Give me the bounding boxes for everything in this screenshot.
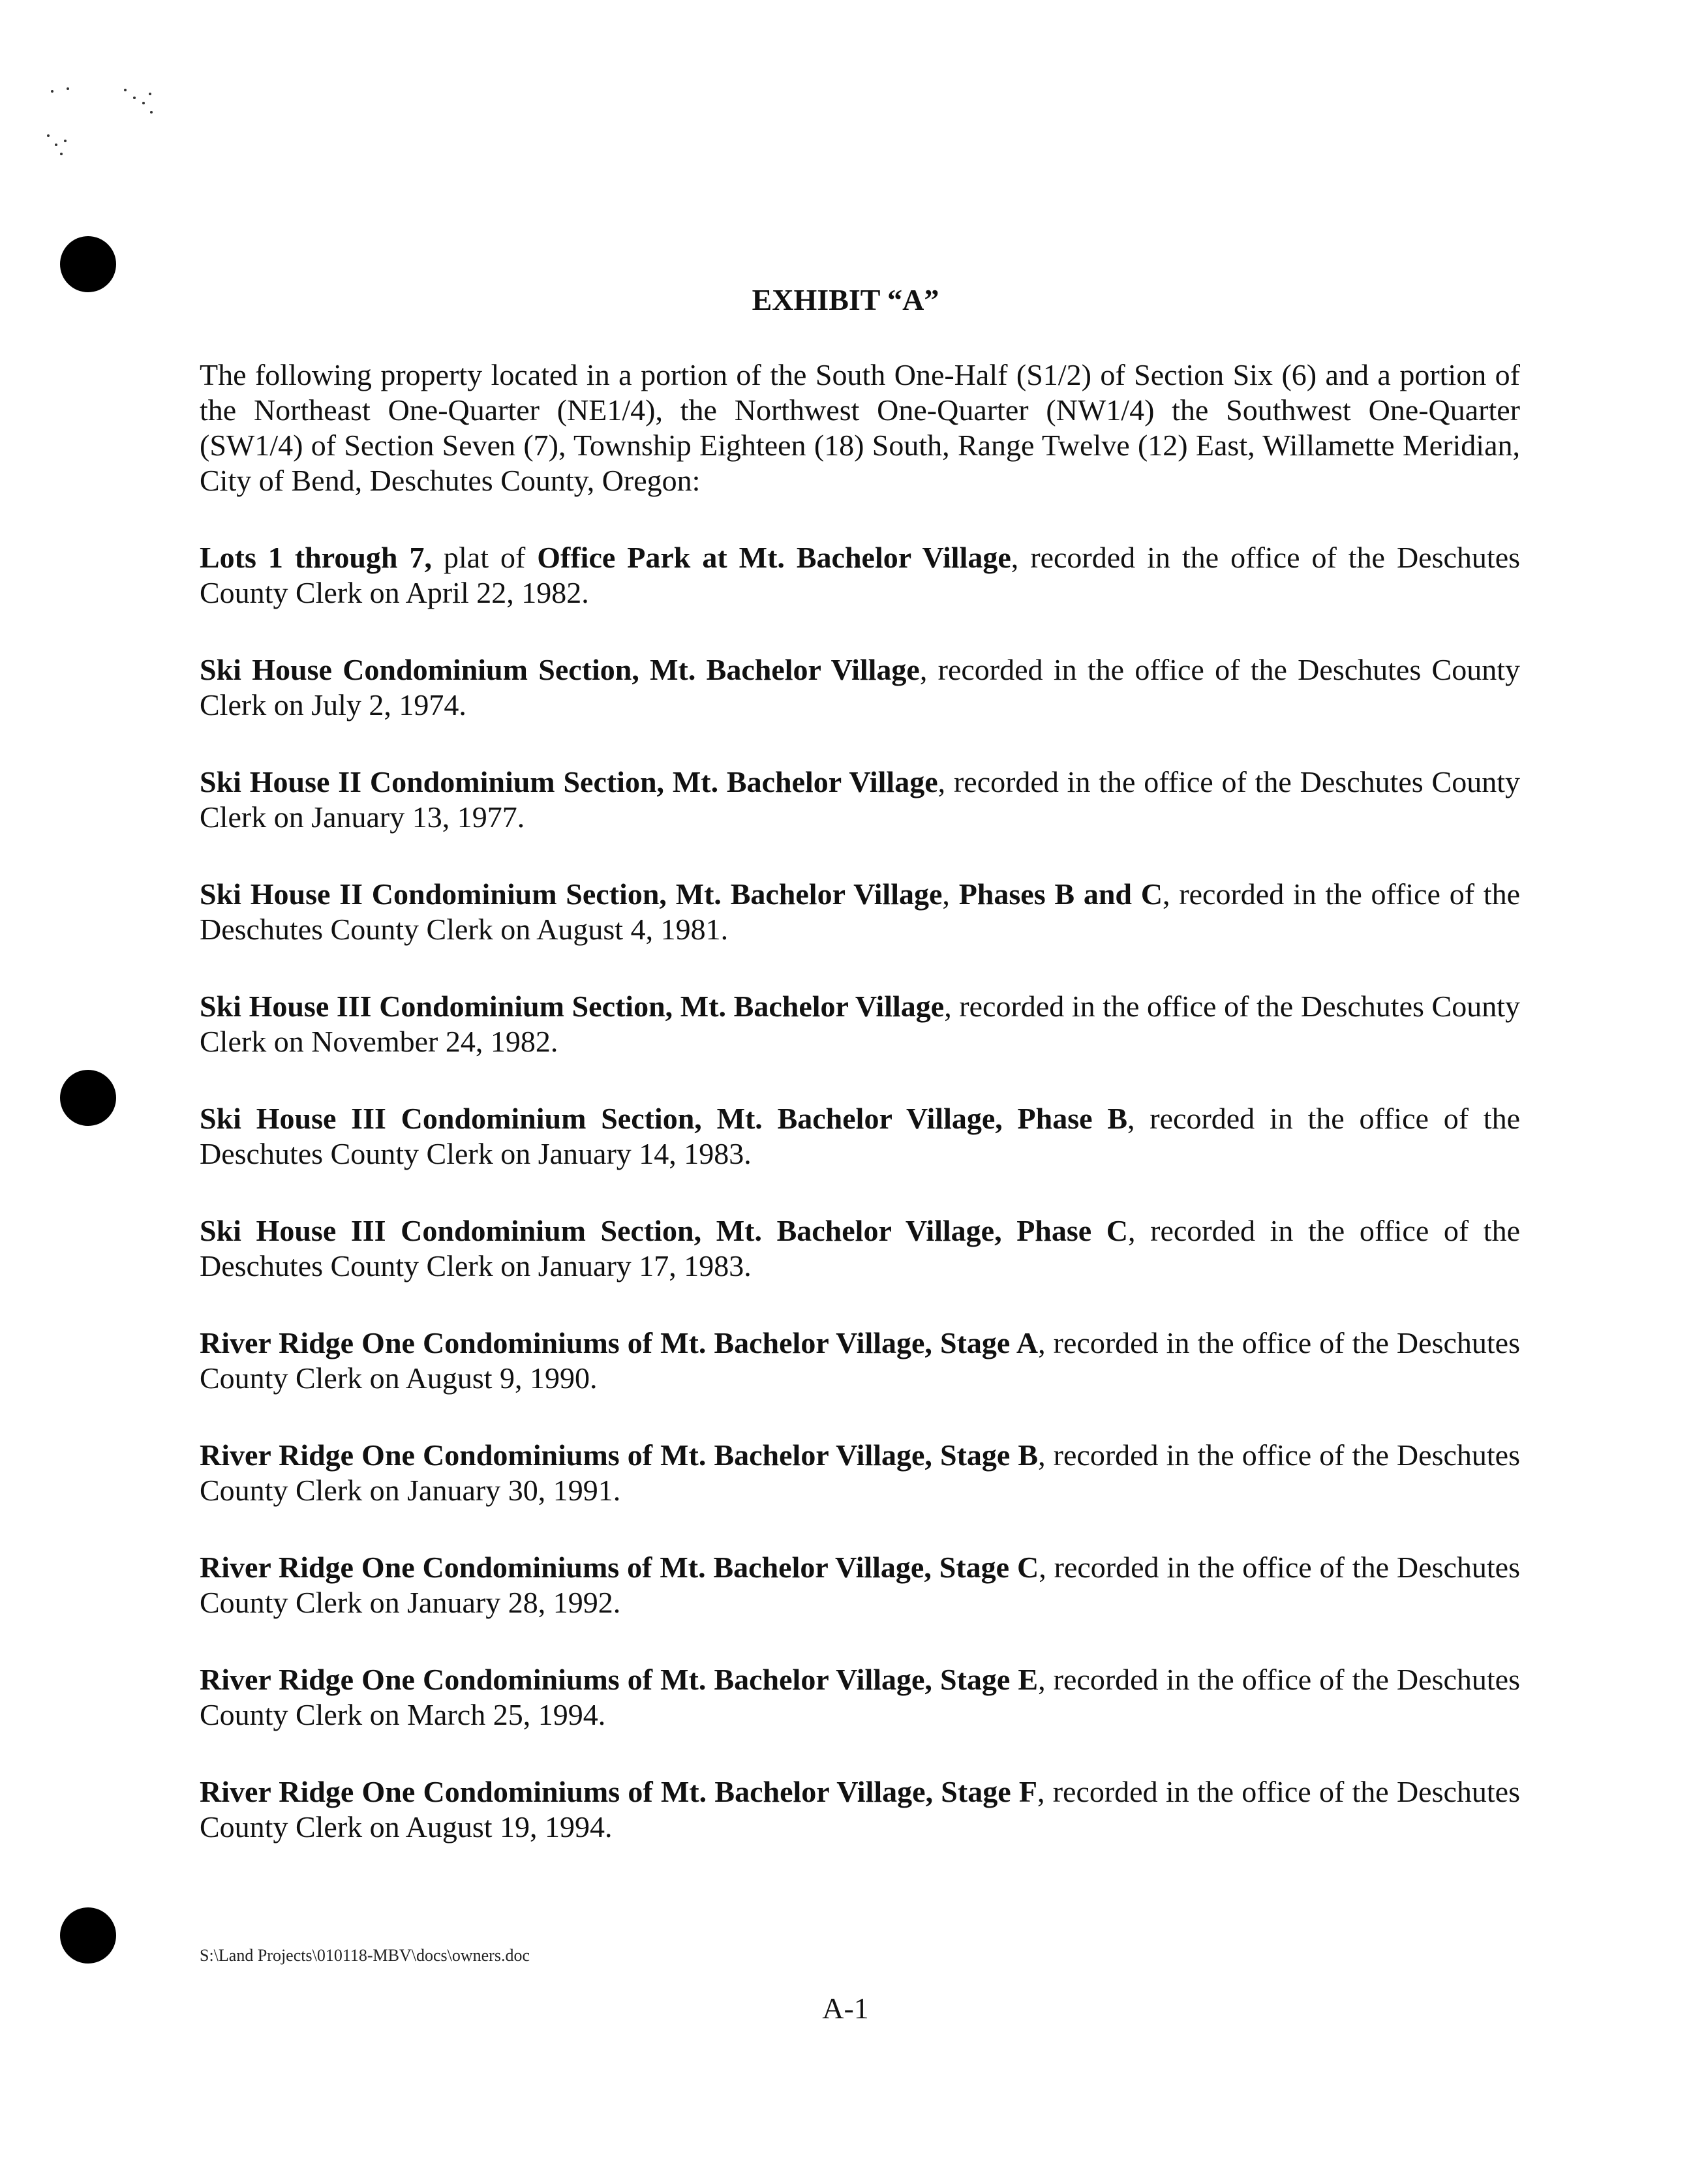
entry-text: , recorded in the office of the Deschutes County Clerk on August 19, 1994. <box>200 1775 1520 1843</box>
property-entry <box>200 1326 1520 1396</box>
file-path-footer: S:\Land Projects\010118-MBV\docs\owners.doc <box>200 1946 530 1965</box>
entry-bold-text: River Ridge One Condominiums of Mt. Bachelor Village, Stage A <box>200 1326 1039 1359</box>
entry-bold-text: River Ridge One Condominiums of Mt. Bachelor Village, Stage E <box>200 1663 1039 1696</box>
entry-bold-text: Ski House II Condominium Section, Mt. Bachelor Village <box>200 877 943 911</box>
scan-specks <box>39 72 196 170</box>
exhibit-title: EXHIBIT “A” <box>752 283 939 316</box>
property-entry <box>200 1550 1520 1620</box>
property-entry <box>200 1774 1520 1845</box>
entry-bold-text: Office Park at Mt. Bachelor Village <box>537 541 1011 574</box>
property-entry <box>200 877 1520 947</box>
entry-text: plat of <box>432 541 538 574</box>
entry-bold-text: Phases B and C <box>958 877 1163 911</box>
entry-bold-text: River Ridge One Condominiums of Mt. Bachelor Village, Stage F <box>200 1775 1037 1808</box>
entry-bold-text: Ski House III Condominium Section, Mt. Bachelor Village <box>200 990 945 1023</box>
entry-text: , recorded in the office of the Deschutes County Clerk on January 28, 1992. <box>200 1551 1520 1619</box>
property-entry <box>200 540 1520 611</box>
entry-bold-text: River Ridge One Condominiums of Mt. Bachelor Village, Stage C <box>200 1551 1039 1584</box>
punch-hole-middle <box>60 1070 116 1126</box>
property-entry <box>200 652 1520 723</box>
entry-bold-text: Ski House III Condominium Section, Mt. Bachelor Village, Phase C <box>200 1214 1129 1247</box>
document-body <box>200 357 1520 1887</box>
property-entry <box>200 989 1520 1059</box>
entry-text: , recorded in the office of the Deschutes County Clerk on January 30, 1991. <box>200 1438 1520 1507</box>
property-entry <box>200 1213 1520 1284</box>
entry-bold-text: Ski House III Condominium Section, Mt. Bachelor Village, Phase B <box>200 1102 1128 1135</box>
page-number: A-1 <box>822 1992 869 2025</box>
entry-text: , recorded in the office of the Deschutes County Clerk on January 17, 1983. <box>200 1214 1520 1282</box>
property-entry <box>200 1438 1520 1508</box>
entry-text: , recorded in the office of the Deschutes County Clerk on November 24, 1982. <box>200 990 1520 1058</box>
entry-text: , <box>942 877 959 911</box>
entry-bold-text: Lots 1 through 7, <box>200 541 433 574</box>
entry-bold-text: River Ridge One Condominiums of Mt. Bachelor Village, Stage B <box>200 1438 1039 1472</box>
entry-text: , recorded in the office of the Deschutes County Clerk on July 2, 1974. <box>200 653 1520 721</box>
entry-text: , recorded in the office of the Deschutes County Clerk on March 25, 1994. <box>200 1663 1520 1731</box>
entry-text: , recorded in the office of the Deschutes County Clerk on April 22, 1982. <box>200 541 1521 609</box>
entry-text: , recorded in the office of the Deschutes County Clerk on August 9, 1990. <box>200 1326 1520 1395</box>
intro-paragraph: The following property located in a portion of the South One-Half (S1/2) of Section Six (6) and a portion of the Northeast One-Quarter (NE1/4), the Northwest One-Quarter (NW1/4) the Southwest One-Quarter (SW1/4) of Section Seven (7), Township Eighteen (18) South, Range Twelve (12) East, Willamette Meridian, City of Bend, Deschutes County, Oregon: <box>200 358 1520 497</box>
entry-text: , recorded in the office of the Deschutes County Clerk on January 13, 1977. <box>200 765 1520 834</box>
property-entry <box>200 1662 1520 1733</box>
entry-text: , recorded in the office of the Deschutes County Clerk on August 4, 1981. <box>200 877 1521 946</box>
property-entry <box>200 1101 1520 1172</box>
entry-bold-text: Ski House Condominium Section, Mt. Bachelor Village <box>200 653 920 686</box>
entry-bold-text: Ski House II Condominium Section, Mt. Bachelor Village <box>200 765 938 798</box>
punch-hole-bottom <box>60 1907 116 1964</box>
entry-text: , recorded in the office of the Deschutes County Clerk on January 14, 1983. <box>200 1102 1520 1170</box>
property-entry <box>200 765 1520 835</box>
